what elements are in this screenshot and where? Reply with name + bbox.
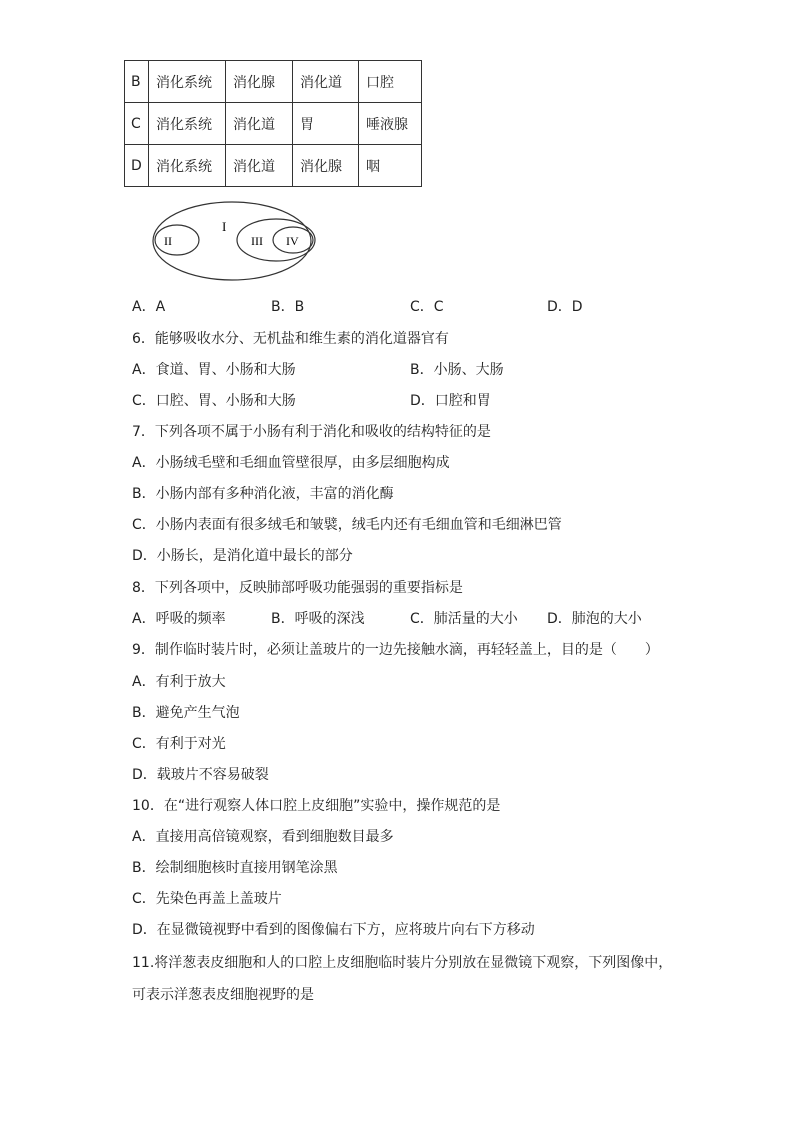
q8-option-b: B．呼吸的深浅 — [271, 611, 365, 627]
table-cell: 唾液腺 — [359, 103, 422, 145]
q5-option-b: B．B — [271, 299, 305, 315]
q6-stem: 6．能够吸收水分、无机盐和维生素的消化道器官有 — [132, 331, 449, 347]
q8-option-a: A．呼吸的频率 — [132, 611, 226, 627]
q9-option-d: D．载玻片不容易破裂 — [132, 767, 269, 783]
table-cell: 消化系统 — [149, 61, 226, 103]
q7-option-b: B．小肠内部有多种消化液，丰富的消化酶 — [132, 486, 394, 502]
table-cell: 咽 — [359, 145, 422, 187]
ellipse-3 — [237, 219, 315, 261]
table-cell: 胃 — [293, 103, 359, 145]
label-2: II — [164, 234, 172, 248]
q11-stem-line1: 11.将洋葱表皮细胞和人的口腔上皮细胞临时装片分别放在显微镜下观察，下列图像中， — [132, 955, 673, 971]
q11-stem-line2: 可表示洋葱表皮细胞视野的是 — [132, 987, 314, 1003]
label-1: I — [222, 219, 227, 234]
q6-option-d: D．口腔和胃 — [410, 393, 491, 409]
table-cell: D — [125, 145, 149, 187]
q7-option-d: D．小肠长，是消化道中最长的部分 — [132, 548, 353, 564]
q10-option-d: D．在显微镜视野中看到的图像偏右下方，应将玻片向右下方移动 — [132, 922, 535, 938]
q9-option-b: B．避免产生气泡 — [132, 705, 240, 721]
ellipse-2 — [155, 225, 199, 255]
q7-stem: 7．下列各项不属于小肠有利于消化和吸收的结构特征的是 — [132, 424, 491, 440]
q10-stem: 10．在“进行观察人体口腔上皮细胞”实验中，操作规范的是 — [132, 798, 501, 814]
table-cell: 消化腺 — [293, 145, 359, 187]
table-cell: 消化腺 — [226, 61, 293, 103]
table-row — [125, 103, 422, 145]
q8-stem: 8．下列各项中，反映肺部呼吸功能强弱的重要指标是 — [132, 580, 463, 596]
table-row — [125, 145, 422, 187]
q7-option-a: A．小肠绒毛壁和毛细血管壁很厚，由多层细胞构成 — [132, 455, 450, 471]
table-cell: B — [125, 61, 149, 103]
q5-option-a: A．A — [132, 299, 166, 315]
q10-option-b: B．绘制细胞核时直接用钢笔涂黑 — [132, 860, 338, 876]
table-cell: C — [125, 103, 149, 145]
table-cell: 消化道 — [226, 145, 293, 187]
table-row — [125, 61, 422, 103]
q10-option-c: C．先染色再盖上盖玻片 — [132, 891, 282, 907]
q6-option-c: C．口腔、胃、小肠和大肠 — [132, 393, 296, 409]
q10-option-a: A．直接用高倍镜观察，看到细胞数目最多 — [132, 829, 394, 845]
relation-diagram — [150, 200, 320, 285]
q8-option-c: C．肺活量的大小 — [410, 611, 518, 627]
q8-option-d: D．肺泡的大小 — [547, 611, 642, 627]
label-4: IV — [286, 234, 299, 248]
q6-option-a: A．食道、胃、小肠和大肠 — [132, 362, 296, 378]
label-3: III — [251, 234, 263, 248]
table-cell: 消化道 — [293, 61, 359, 103]
table-cell: 消化道 — [226, 103, 293, 145]
q9-option-a: A．有利于放大 — [132, 674, 226, 690]
q5-option-c: C．C — [410, 299, 444, 315]
q5-option-d: D．D — [547, 299, 583, 315]
q9-option-c: C．有利于对光 — [132, 736, 226, 752]
table-cell: 消化系统 — [149, 103, 226, 145]
q9-stem: 9．制作临时装片时，必须让盖玻片的一边先接触水滴，再轻轻盖上，目的是（ ） — [132, 642, 659, 658]
q7-option-c: C．小肠内表面有很多绒毛和皱襞，绒毛内还有毛细血管和毛细淋巴管 — [132, 517, 562, 533]
options-table — [124, 60, 422, 187]
q6-option-b: B．小肠、大肠 — [410, 362, 504, 378]
table-cell: 口腔 — [359, 61, 422, 103]
table-cell: 消化系统 — [149, 145, 226, 187]
